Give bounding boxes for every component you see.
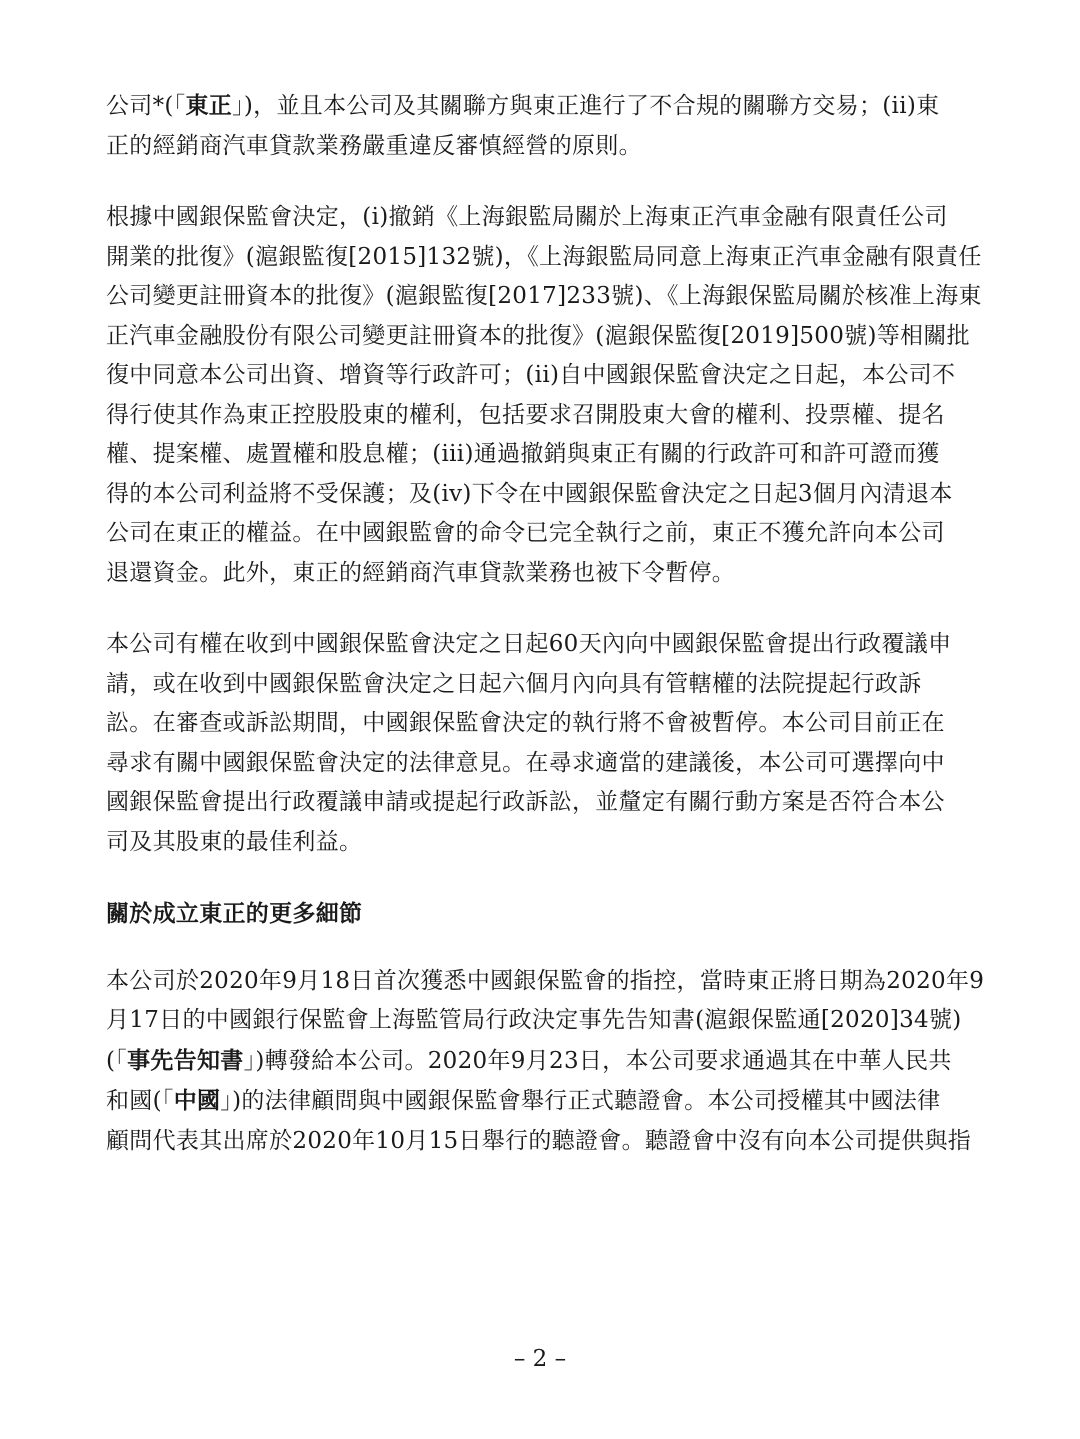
- paragraph-2-line: 得行使其作為東正控股股東的權利，包括要求召開股東大會的權利、投票權、提名: [106, 401, 945, 428]
- paragraph-4: [106, 962, 985, 1162]
- paragraph-4-line: [106, 1081, 976, 1122]
- section-heading: 關於成立東正的更多細節: [106, 900, 363, 927]
- paragraph-2-line: 復中同意本公司出資、增資等行政許可；(ii)自中國銀保監會決定之日起，本公司不: [106, 362, 956, 388]
- paragraph-3-line: 請，或在收到中國銀保監會決定之日起六個月內向具有管轄權的法院提起行政訴: [106, 670, 922, 697]
- paragraph-3-line: 訟。在審查或訴訟期間，中國銀保監會決定的執行將不會被暫停。本公司目前正在: [106, 710, 945, 736]
- text-run: 」)的法律顧問與中國銀保監會舉行正式聽證會。本公司授權其中國法律: [220, 1088, 941, 1114]
- page-number: – 2 –: [513, 1346, 567, 1372]
- text-run: 和國(「: [106, 1088, 174, 1114]
- paragraph-1-line-1: [106, 86, 976, 127]
- paragraph-2-line: 開業的批復》(滬銀監復[2015]132號)，《上海銀監局同意上海東正汽車金融有限責任: [106, 243, 982, 270]
- paragraph-3-line: 司及其股東的最佳利益。: [106, 828, 363, 855]
- paragraph-2-line: 公司變更註冊資本的批復》(滬銀監復[2017]233號)、《上海銀保監局關於核准上海東: [106, 283, 982, 309]
- defined-term-notice: 事先告知書: [127, 1046, 244, 1074]
- paragraph-3-line: 本公司有權在收到中國銀保監會決定之日起60天內向中國銀保監會提出行政覆議申: [106, 631, 952, 657]
- paragraph-2-line: 公司在東正的權益。在中國銀監會的命令已完全執行之前，東正不獲允許向本公司: [106, 520, 945, 546]
- paragraph-4-line: 月17日的中國銀行保監會上海監管局行政決定事先告知書(滬銀保監通[2020]34號): [106, 1007, 962, 1033]
- paragraph-2: [106, 198, 982, 593]
- defined-term-dongzheng: 東正: [185, 92, 233, 119]
- paragraph-3: [106, 625, 976, 862]
- paragraph-2-line: 正汽車金融股份有限公司變更註冊資本的批復》(滬銀保監復[2019]500號)等相關批: [106, 322, 970, 349]
- text-run: (「: [106, 1047, 128, 1074]
- paragraph-4-line: 顧問代表其出席於2020年10月15日舉行的聽證會。聽證會中沒有向本公司提供與指: [106, 1127, 972, 1154]
- paragraph-4-line: [106, 1041, 976, 1082]
- paragraph-3-line: 國銀保監會提出行政覆議申請或提起行政訴訟，並釐定有關行動方案是否符合本公: [106, 789, 945, 815]
- paragraph-2-line: 退還資金。此外，東正的經銷商汽車貸款業務也被下令暫停。: [106, 559, 736, 586]
- text-run: 」)，並且本公司及其關聯方與東正進行了不合規的關聯方交易；(ii)東: [232, 93, 940, 119]
- paragraph-2-line: 權、提案權、處置權和股息權；(iii)通過撤銷與東正有關的行政許可和許可證而獲: [106, 441, 940, 467]
- defined-term-china: 中國: [173, 1087, 221, 1114]
- text-run: 公司*(「: [106, 93, 186, 119]
- paragraph-1: [106, 86, 976, 166]
- paragraph-2-line: 根據中國銀保監會決定，(i)撤銷《上海銀監局關於上海東正汽車金融有限責任公司: [106, 204, 948, 230]
- paragraph-1-line-2: 正的經銷商汽車貸款業務嚴重違反審慎經營的原則。: [106, 132, 642, 159]
- text-run: 」)轉發給本公司。2020年9月23日，本公司要求通過其在中華人民共: [243, 1047, 952, 1074]
- paragraph-3-line: 尋求有關中國銀保監會決定的法律意見。在尋求適當的建議後，本公司可選擇向中: [106, 749, 945, 776]
- paragraph-4-line: 本公司於2020年9月18日首次獲悉中國銀保監會的指控，當時東正將日期為2020年9: [106, 967, 985, 994]
- document-body: [106, 86, 985, 1193]
- paragraph-2-line: 得的本公司利益將不受保護；及(iv)下令在中國銀保監會決定之日起3個月內清退本: [106, 480, 953, 507]
